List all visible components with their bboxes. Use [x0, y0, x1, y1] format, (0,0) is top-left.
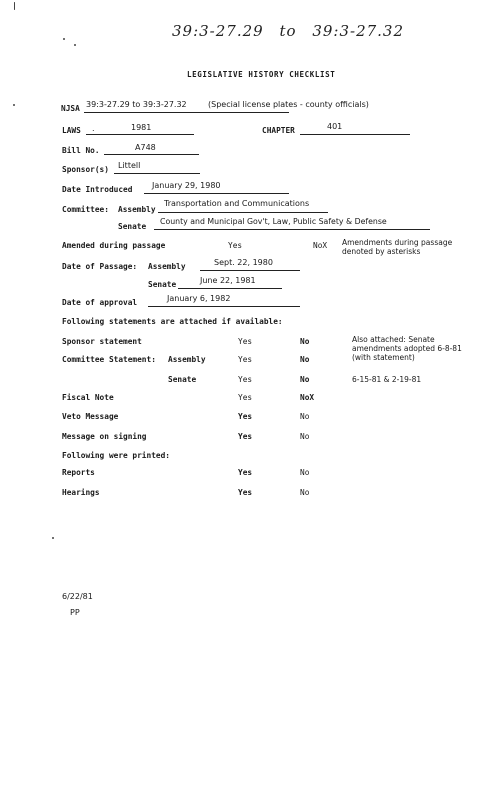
- laws-value: 1981: [131, 123, 152, 132]
- message-signing-no: No: [300, 432, 310, 441]
- amended-note-line1: Amendments during passage: [342, 238, 453, 247]
- date-introduced-value: January 29, 1980: [152, 181, 221, 190]
- passage-assembly-value: Sept. 22, 1980: [214, 258, 273, 267]
- also-attached-line1: Also attached: Senate: [352, 335, 435, 344]
- reports-yes: Yes: [238, 468, 253, 477]
- reports-no: No: [300, 468, 310, 477]
- date-introduced-label: Date Introduced: [62, 185, 133, 194]
- sponsor-statement-label: Sponsor statement: [62, 337, 142, 346]
- committee-statement-senate-label: Senate: [168, 375, 197, 384]
- bill-underline: [104, 154, 199, 155]
- njsa-value: 39:3-27.29 to 39:3-27.32: [86, 100, 187, 109]
- committee-senate-value: County and Municipal Gov't, Law, Public Safety & Defense: [160, 217, 387, 226]
- footer-initials: PP: [70, 608, 80, 617]
- veto-message-no: No: [300, 412, 310, 421]
- sponsor-statement-no: No: [300, 337, 310, 346]
- chapter-label: CHAPTER: [262, 126, 295, 135]
- message-signing-label: Message on signing: [62, 432, 147, 441]
- approval-value: January 6, 1982: [167, 294, 231, 303]
- handwritten-end: 39:3-27.32: [312, 22, 405, 40]
- approval-label: Date of approval: [62, 298, 138, 307]
- njsa-underline: [84, 112, 289, 113]
- committee-senate-label: Senate: [118, 222, 147, 231]
- also-attached-line3: (with statement): [352, 353, 415, 362]
- fiscal-note-yes: Yes: [238, 393, 253, 402]
- passage-label: Date of Passage:: [62, 262, 138, 271]
- scan-speck: [13, 104, 15, 106]
- committee-statement-label: Committee Statement:: [62, 355, 156, 364]
- following-attached-heading: Following statements are attached if available:: [62, 317, 283, 326]
- committee-assembly-label: Assembly: [118, 205, 156, 214]
- chapter-value: 401: [327, 122, 343, 131]
- committee-statement-assembly-label: Assembly: [168, 355, 206, 364]
- fiscal-note-label: Fiscal Note: [62, 393, 114, 402]
- sponsor-underline: [114, 173, 200, 174]
- passage-assembly-underline: [200, 270, 300, 271]
- hearings-yes: Yes: [238, 488, 253, 497]
- fiscal-note-no: NoX: [300, 393, 315, 402]
- footer-date: 6/22/81: [62, 592, 93, 601]
- committee-statement-senate-no: No: [300, 375, 310, 384]
- passage-assembly-label: Assembly: [148, 262, 186, 271]
- passage-senate-label: Senate: [148, 280, 177, 289]
- handwritten-citation: [172, 22, 404, 40]
- sponsor-value: Littell: [118, 161, 141, 170]
- sponsor-statement-yes: Yes: [238, 337, 253, 346]
- hearings-no: No: [300, 488, 310, 497]
- njsa-note: (Special license plates - county officials): [208, 100, 369, 109]
- scan-speck: [63, 38, 65, 40]
- sponsor-label: Sponsor(s): [62, 165, 109, 174]
- njsa-label: NJSA: [61, 104, 80, 113]
- committee-label: Committee:: [62, 205, 109, 214]
- scan-speck: [52, 537, 54, 539]
- amended-label: Amended during passage: [62, 241, 166, 250]
- bill-value: A748: [135, 143, 156, 152]
- also-attached-line2: amendments adopted 6-8-81: [352, 344, 462, 353]
- committee-assembly-underline: [158, 212, 328, 213]
- bill-label: Bill No.: [62, 146, 100, 155]
- committee-statement-senate-yes: Yes: [238, 375, 253, 384]
- committee-assembly-value: Transportation and Communications: [164, 199, 310, 208]
- document-title: LEGISLATIVE HISTORY CHECKLIST: [187, 70, 336, 79]
- handwritten-start: 39:3-27.29: [172, 22, 264, 40]
- laws-label: LAWS: [62, 126, 81, 135]
- laws-tick: .: [92, 124, 95, 133]
- committee-statement-assembly-no: No: [300, 355, 310, 364]
- message-signing-yes: Yes: [238, 432, 253, 441]
- veto-message-label: Veto Message: [62, 412, 119, 421]
- chapter-underline: [300, 134, 410, 135]
- scan-speck: [14, 2, 15, 10]
- amended-no: NoX: [313, 241, 328, 250]
- handwritten-joiner: to: [279, 22, 297, 40]
- following-printed-heading: Following were printed:: [62, 451, 170, 460]
- veto-message-yes: Yes: [238, 412, 253, 421]
- also-attached-dates: 6-15-81 & 2-19-81: [352, 375, 422, 384]
- reports-label: Reports: [62, 468, 95, 477]
- passage-senate-value: June 22, 1981: [200, 276, 256, 285]
- passage-senate-underline: [178, 288, 282, 289]
- laws-underline: [86, 134, 194, 135]
- date-introduced-underline: [144, 193, 289, 194]
- approval-underline: [148, 306, 300, 307]
- committee-senate-underline: [154, 229, 430, 230]
- hearings-label: Hearings: [62, 488, 100, 497]
- committee-statement-assembly-yes: Yes: [238, 355, 253, 364]
- scan-speck: [74, 44, 76, 46]
- amended-yes: Yes: [228, 241, 243, 250]
- amended-note-line2: denoted by asterisks: [342, 247, 421, 256]
